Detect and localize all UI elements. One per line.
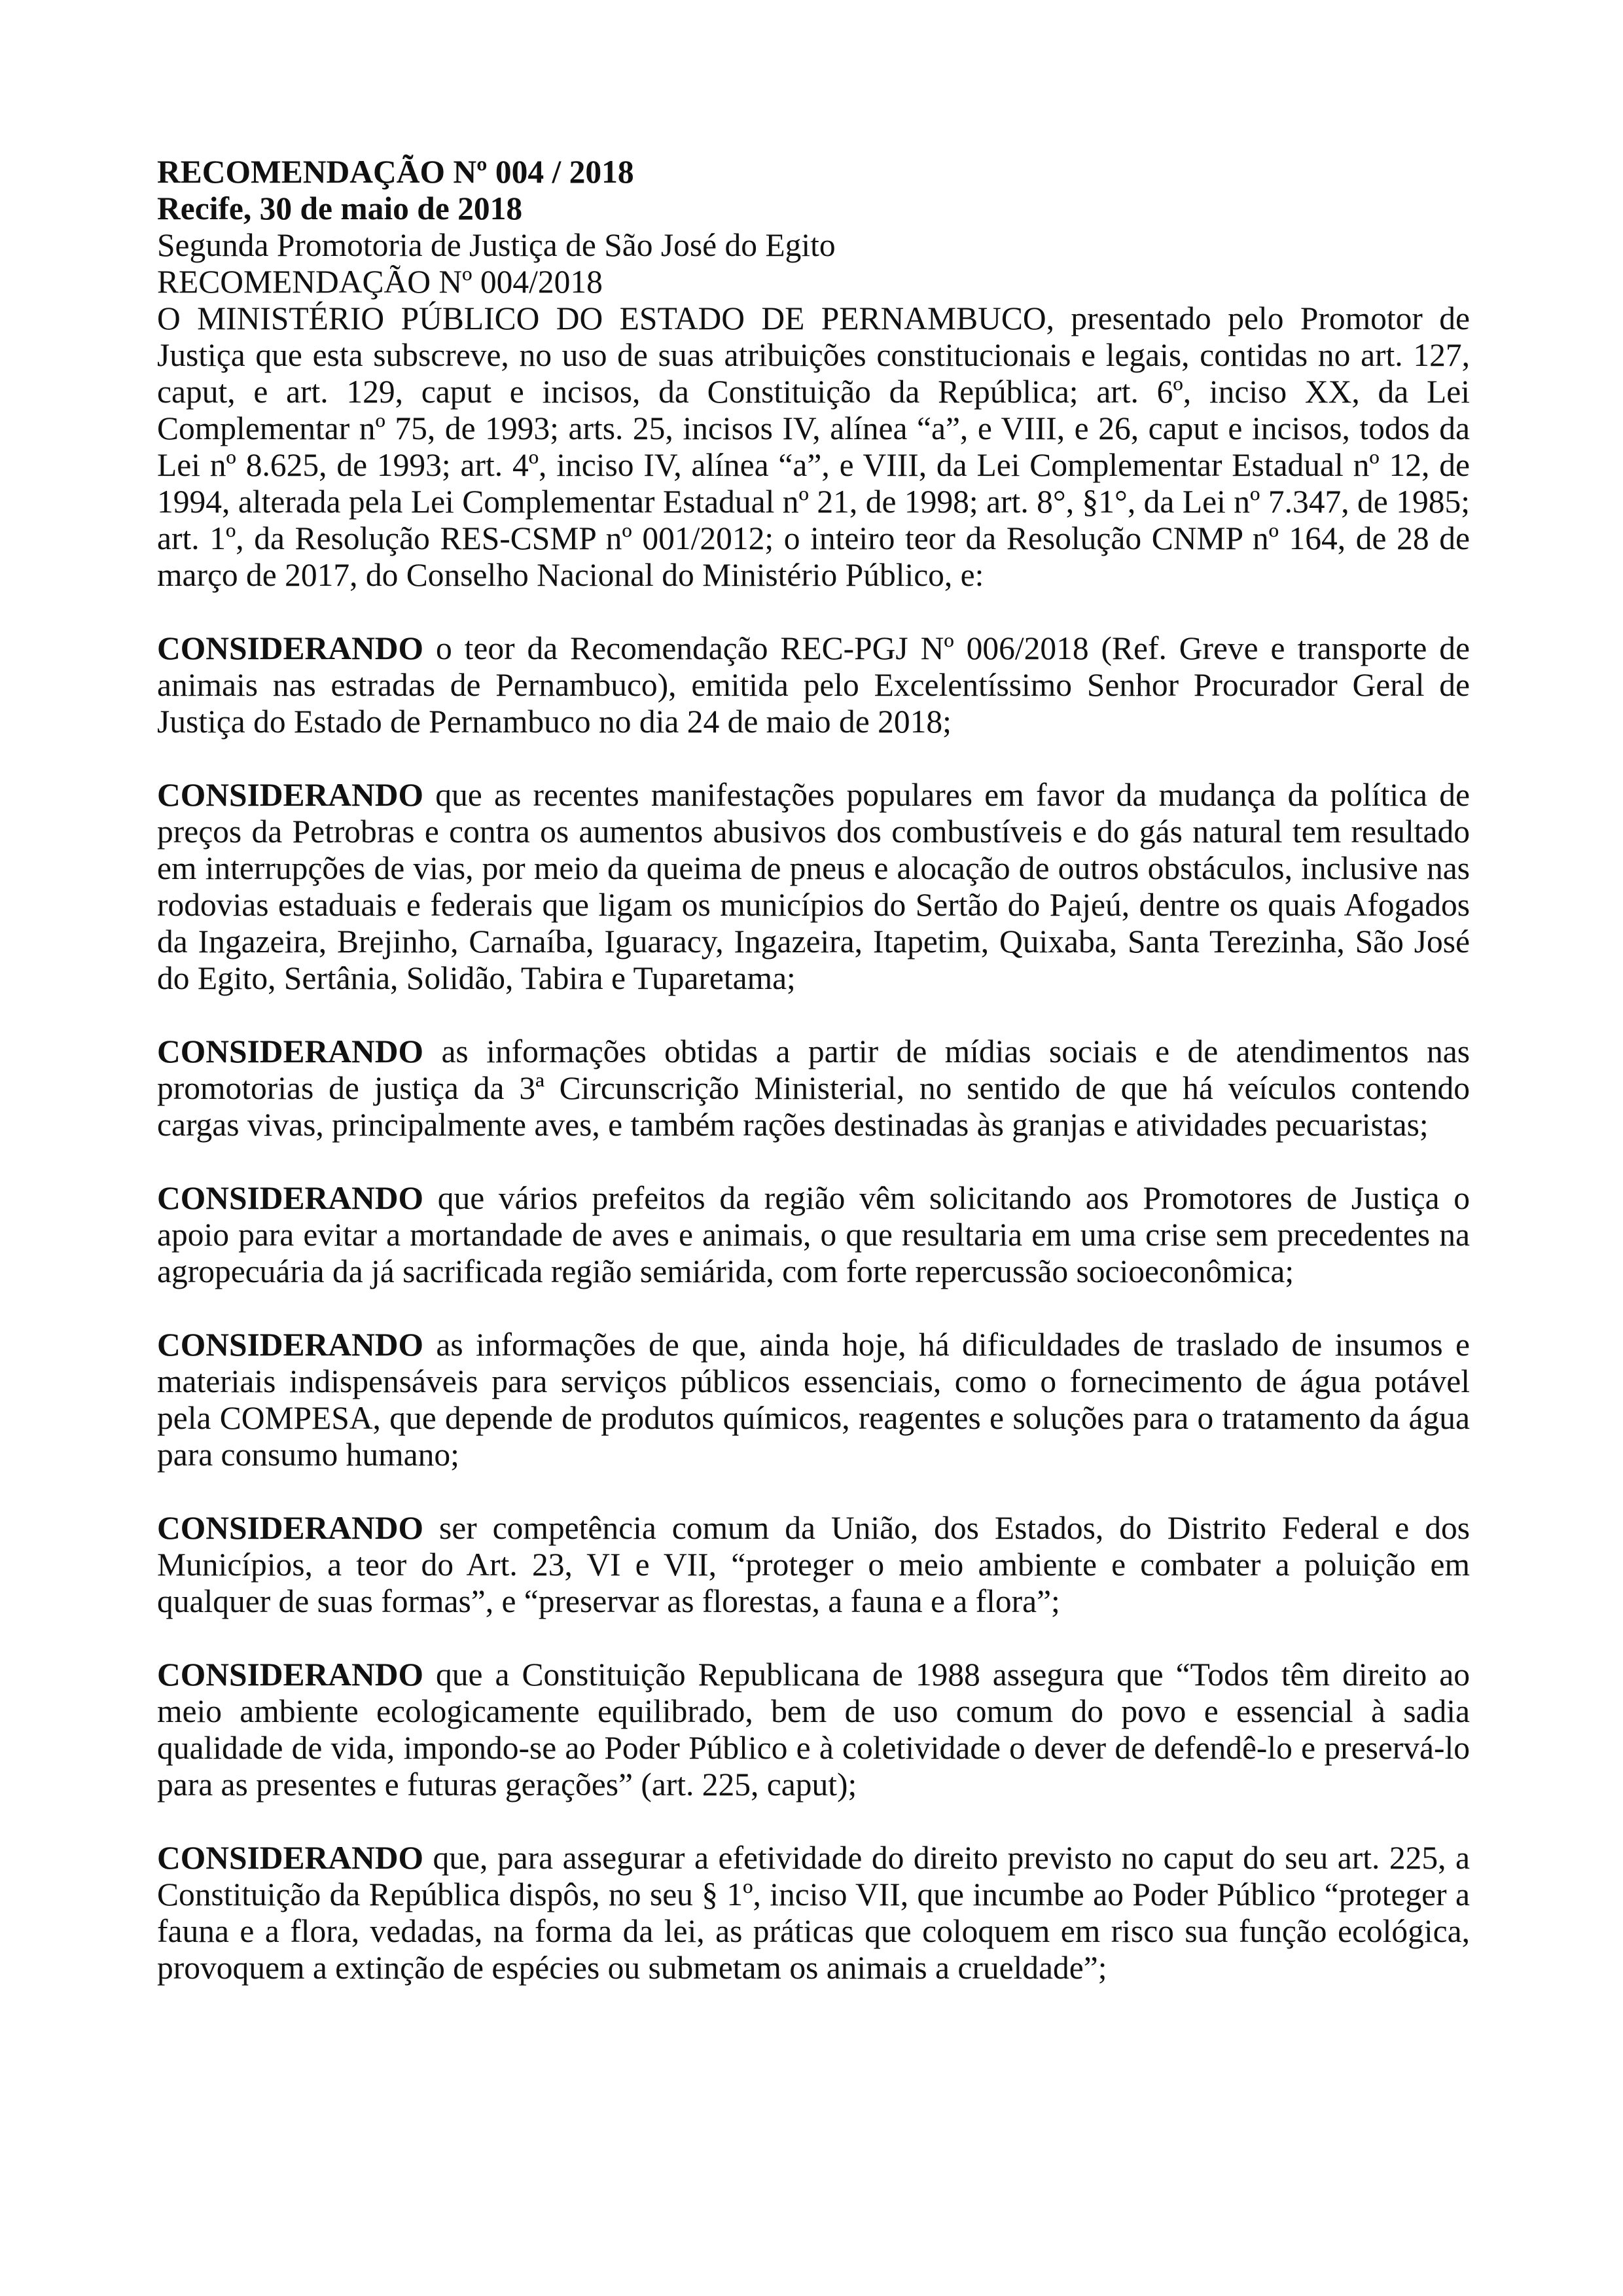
considerando-text: o teor da Recomendação REC-PGJ Nº 006/2018 (Ref. Greve e transporte de animais nas estradas de Pernambuco), emitida pelo Excelentíssimo Senhor Procurador Geral de Justiça do Estado de Pernambuco no dia 24 de maio de 2018;	[157, 630, 1470, 740]
considerando-lead: CONSIDERANDO	[157, 1510, 424, 1546]
considerando-text: ser competência comum da União, dos Estados, do Distrito Federal e dos Municípios, a teor do Art. 23, VI e VII, “proteger o meio ambiente e combater a poluição em qualquer de suas formas”, e “preservar as florestas, a fauna e a flora”;	[157, 1510, 1470, 1619]
considerando-paragraph	[157, 1033, 1470, 1143]
considerando-lead: CONSIDERANDO	[157, 1180, 424, 1216]
considerando-lead: CONSIDERANDO	[157, 630, 424, 666]
document-date: Recife, 30 de maio de 2018	[157, 190, 523, 226]
considerando-paragraph	[157, 1327, 1470, 1473]
considerando-lead: CONSIDERANDO	[157, 1327, 424, 1363]
considerando-text: as informações de que, ainda hoje, há dificuldades de traslado de insumos e materiais indispensáveis para serviços públicos essenciais, como o fornecimento de água potável pela COMPESA, que depende de produtos químicos, reagentes e soluções para o tratamento da água para consumo humano;	[157, 1327, 1470, 1473]
document-page	[157, 154, 1470, 1986]
considerando-text: que as recentes manifestações populares em favor da mudança da política de preços da Petrobras e contra os aumentos abusivos dos combustíveis e do gás natural tem resultado em interrupções de vias, por meio da queima de pneus e alocação de outros obstáculos, inclusive nas rodovias estaduais e federais que ligam os municípios do Sertão do Pajeú, dentre os quais Afogados da Ingazeira, Brejinho, Carnaíba, Iguaracy, Ingazeira, Itapetim, Quixaba, Santa Terezinha, São José do Egito, Sertânia, Solidão, Tabira e Tuparetama;	[157, 777, 1470, 996]
considerando-paragraph	[157, 630, 1470, 740]
considerando-paragraph	[157, 1180, 1470, 1290]
document-title: RECOMENDAÇÃO Nº 004 / 2018	[157, 154, 634, 190]
document-subtitle: RECOMENDAÇÃO Nº 004/2018	[157, 264, 603, 300]
considerando-text: que, para assegurar a efetividade do direito previsto no caput do seu art. 225, a Constituição da República dispôs, no seu § 1º, inciso VII, que incumbe ao Poder Público “proteger a fauna e a flora, vedadas, na forma da lei, as práticas que coloquem em risco sua função ecológica, provoquem a extinção de espécies ou submetam os animais a crueldade”;	[157, 1840, 1470, 1986]
considerando-lead: CONSIDERANDO	[157, 1840, 424, 1876]
considerando-paragraph	[157, 777, 1470, 997]
considerando-paragraph	[157, 1840, 1470, 1986]
considerando-text: as informações obtidas a partir de mídias sociais e de atendimentos nas promotorias de justiça da 3ª Circunscrição Ministerial, no sentido de que há veículos contendo cargas vivas, principalmente aves, e também rações destinadas às granjas e atividades pecuaristas;	[157, 1033, 1470, 1143]
considerando-lead: CONSIDERANDO	[157, 1657, 424, 1693]
considerando-text: que a Constituição Republicana de 1988 assegura que “Todos têm direito ao meio ambiente ecologicamente equilibrado, bem de uso comum do povo e essencial à sadia qualidade de vida, impondo-se ao Poder Público e à coletividade o dever de defendê-lo e preservá-lo para as presentes e futuras gerações” (art. 225, caput);	[157, 1657, 1470, 1803]
intro-paragraph: O MINISTÉRIO PÚBLICO DO ESTADO DE PERNAMBUCO, presentado pelo Promotor de Justiça que esta subscreve, no uso de suas atribuições constitucionais e legais, contidas no art. 127, caput, e art. 129, caput e incisos, da Constituição da República; art. 6º, inciso XX, da Lei Complementar nº 75, de 1993; arts. 25, incisos IV, alínea “a”, e VIII, e 26, caput e incisos, todos da Lei nº 8.625, de 1993; art. 4º, inciso IV, alínea “a”, e VIII, da Lei Complementar Estadual nº 12, de 1994, alterada pela Lei Complementar Estadual nº 21, de 1998; art. 8°, §1°, da Lei nº 7.347, de 1985; art. 1º, da Resolução RES-CSMP nº 001/2012; o inteiro teor da Resolução CNMP nº 164, de 28 de março de 2017, do Conselho Nacional do Ministério Público, e:	[157, 300, 1470, 593]
considerando-lead: CONSIDERANDO	[157, 1033, 424, 1069]
considerando-lead: CONSIDERANDO	[157, 777, 424, 813]
considerando-paragraph	[157, 1510, 1470, 1620]
issuing-office: Segunda Promotoria de Justiça de São José do Egito	[157, 227, 836, 263]
considerando-paragraph	[157, 1657, 1470, 1803]
considerando-text: que vários prefeitos da região vêm solicitando aos Promotores de Justiça o apoio para evitar a mortandade de aves e animais, o que resultaria em uma crise sem precedentes na agropecuária da já sacrificada região semiárida, com forte repercussão socioeconômica;	[157, 1180, 1470, 1289]
